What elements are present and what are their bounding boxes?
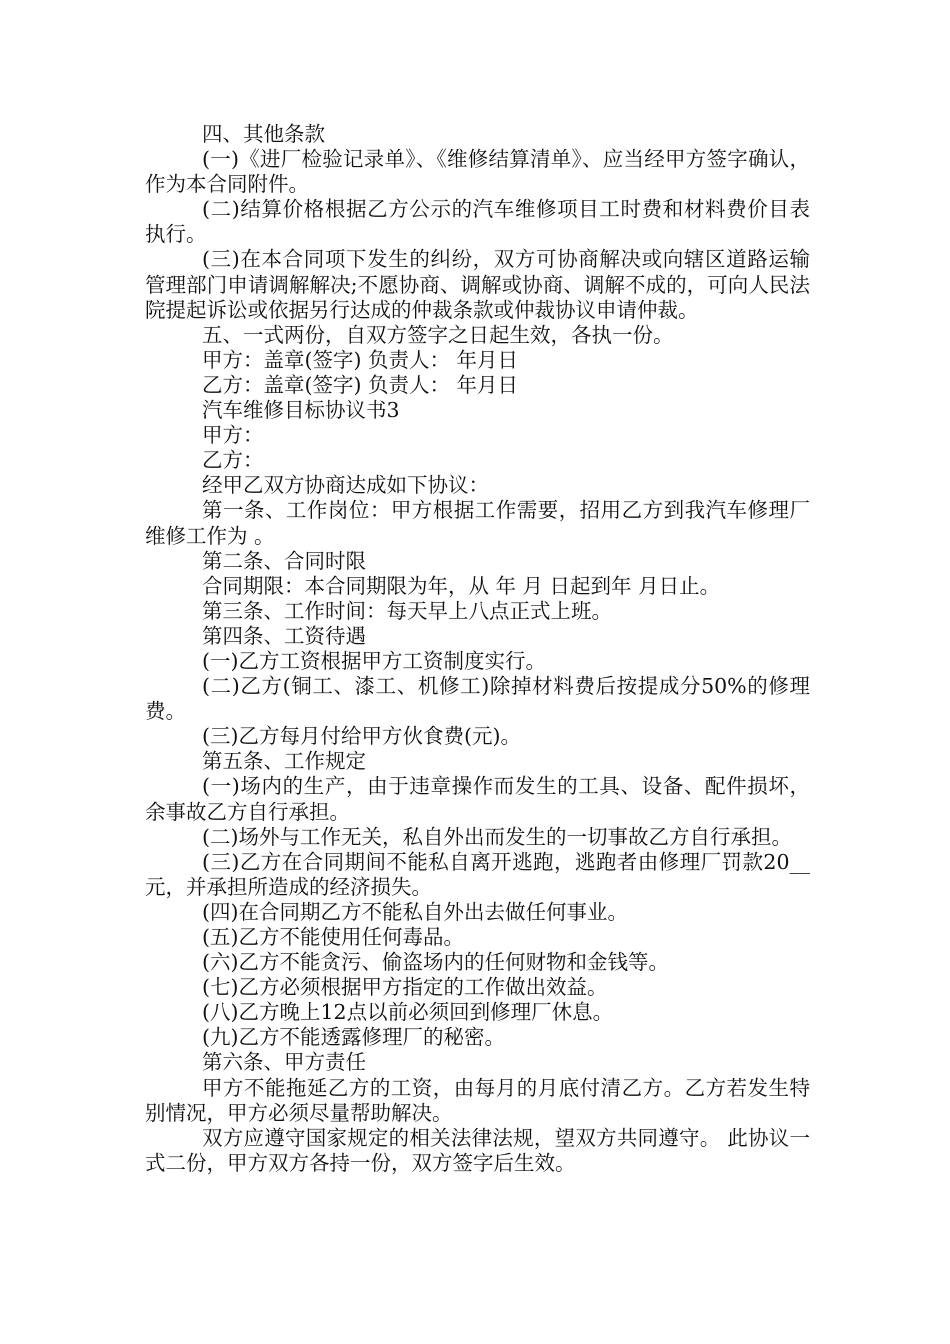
document-body — [145, 122, 810, 1176]
party-a-line: 甲方： — [202, 423, 264, 448]
clause-paragraph: (八)乙方晚上12点以前必须回到修理厂休息。 — [202, 1000, 614, 1025]
clause-paragraph: (一)《进厂检验记录单》、《维修结算清单》、应当经甲方签字确认，作为本合同附件。 — [145, 147, 810, 197]
section-heading-other-terms: 四、其他条款 — [202, 122, 325, 146]
contract-term: 合同期限：本合同期限为年，从 年 月 日起到年 月日止。 — [202, 573, 721, 598]
section-heading-copies: 五、一式两份，自双方签字之日起生效，各执一份。 — [202, 322, 674, 347]
clause-paragraph: (二)乙方(铜工、漆工、机修工)除掉材料费后按提成分50%的修理费。 — [145, 674, 810, 724]
party-b-line: 乙方： — [202, 448, 264, 473]
clause-paragraph: (二)结算价格根据乙方公示的汽车维修项目工时费和材料费价目表执行。 — [145, 197, 810, 247]
article-6-heading: 第六条、甲方责任 — [202, 1050, 366, 1075]
clause-paragraph: (五)乙方不能使用任何毒品。 — [202, 925, 464, 949]
article-5-heading: 第五条、工作规定 — [202, 749, 366, 774]
clause-paragraph: (六)乙方不能贪污、偷盗场内的任何财物和金钱等。 — [202, 950, 669, 975]
clause-paragraph: 甲方不能拖延乙方的工资，由每月的月底付清乙方。乙方若发生特别情况，甲方必须尽量帮助解决。 — [145, 1075, 810, 1125]
article-4-heading: 第四条、工资待遇 — [202, 623, 366, 648]
agreement-intro: 经甲乙双方协商达成如下协议： — [202, 473, 489, 498]
clause-paragraph: (三)在本合同项下发生的纠纷，双方可协商解决或向辖区道路运输管理部门申请调解解决;不愿协商、调解或协商、调解不成的，可向人民法院提起诉讼或依据另行达成的仲裁条款或仲裁协议申请仲裁。 — [145, 247, 810, 322]
clause-paragraph: (七)乙方必须根据甲方指定的工作做出效益。 — [202, 975, 608, 1000]
article-1: 第一条、工作岗位：甲方根据工作需要，招用乙方到我汽车修理厂维修工作为 。 — [145, 498, 810, 548]
document-title: 汽车维修目标协议书3 — [202, 398, 400, 423]
clause-paragraph: (三)乙方在合同期间不能私自离开逃跑，逃跑者由修理厂罚款20__元，并承担所造成的经济损失。 — [145, 849, 810, 899]
closing-paragraph: 双方应遵守国家规定的相关法律法规，望双方共同遵守。 此协议一式二份，甲方双方各持一份，双方签字后生效。 — [145, 1125, 810, 1175]
clause-paragraph: (三)乙方每月付给甲方伙食费(元)。 — [202, 724, 521, 749]
signature-line-party-b: 乙方：盖章(签字) 负责人： 年月日 — [202, 372, 519, 397]
clause-paragraph: (九)乙方不能透露修理厂的秘密。 — [202, 1025, 505, 1050]
clause-paragraph: (四)在合同期乙方不能私自外出去做任何事业。 — [202, 899, 628, 924]
clause-paragraph: (一)乙方工资根据甲方工资制度实行。 — [202, 648, 546, 673]
article-3: 第三条、工作时间：每天早上八点正式上班。 — [202, 598, 612, 623]
clause-paragraph: (二)场外与工作无关，私自外出而发生的一切事故乙方自行承担。 — [202, 824, 792, 849]
clause-paragraph: (一)场内的生产，由于违章操作而发生的工具、设备、配件损坏，余事故乙方自行承担。 — [145, 774, 810, 824]
article-2-heading: 第二条、合同时限 — [202, 548, 366, 573]
signature-line-party-a: 甲方：盖章(签字) 负责人： 年月日 — [202, 347, 519, 372]
